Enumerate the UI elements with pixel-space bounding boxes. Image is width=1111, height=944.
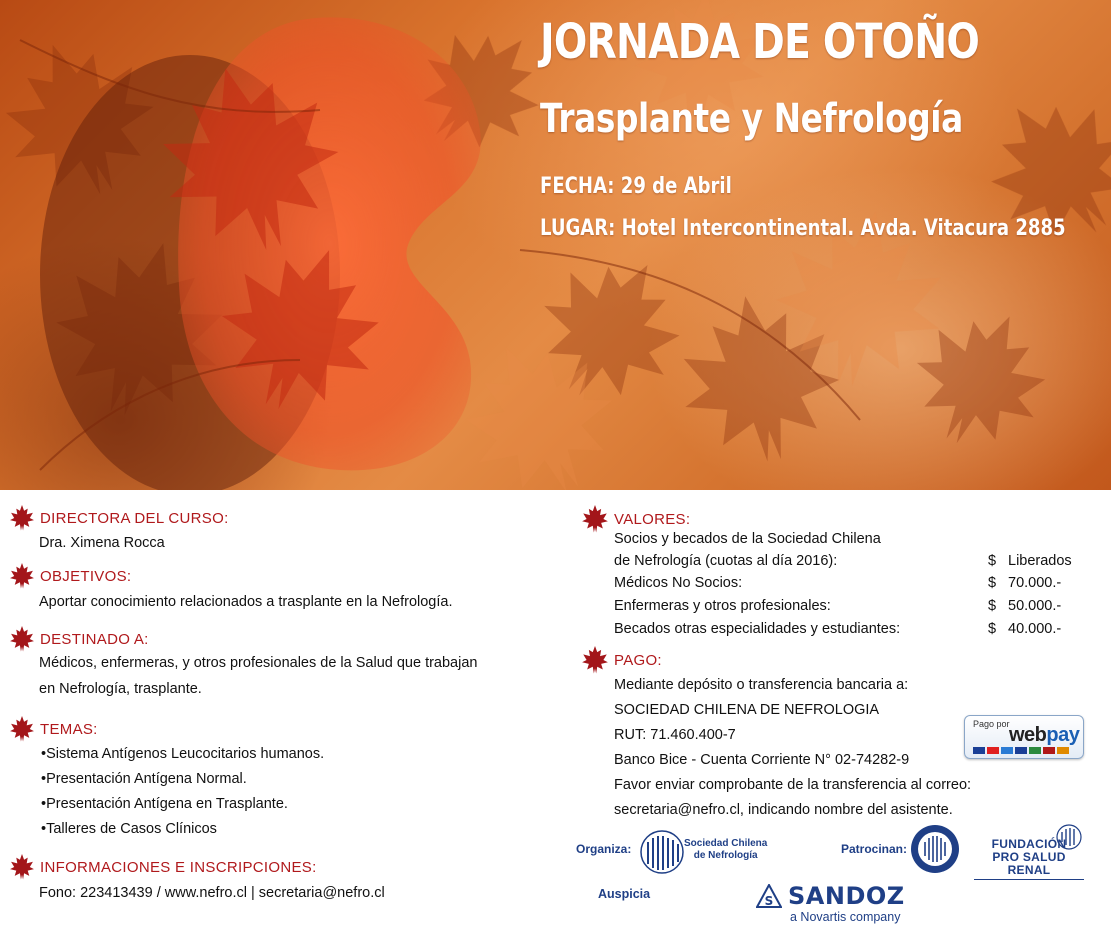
section-objetivos — [8, 563, 131, 589]
tema-item: •Talleres de Casos Clínicos — [41, 821, 217, 837]
section-heading: OBJETIVOS: — [40, 567, 132, 585]
valores-intro: Socios y becados de la Sociedad Chilena — [614, 531, 881, 547]
event-location — [540, 216, 1066, 241]
svg-text:S: S — [764, 894, 774, 908]
event-date — [540, 174, 732, 199]
sandoz-icon — [756, 884, 782, 908]
card-icon — [1057, 747, 1069, 754]
tema-item: •Sistema Antígenos Leucocitarios humanos. — [41, 746, 325, 762]
date-label: FECHA: — [540, 174, 615, 199]
card-icon — [1043, 747, 1055, 754]
auspicia-label: Auspicia — [598, 887, 651, 901]
sociedad-chilena-logo-icon — [640, 830, 684, 874]
card-icon — [1029, 747, 1041, 754]
price-currency: $ — [988, 598, 997, 614]
price-label: Enfermeras y otros profesionales: — [614, 598, 831, 614]
price-amount: Liberados — [1008, 553, 1072, 569]
maple-leaf-icon — [8, 626, 36, 652]
section-heading: PAGO: — [614, 651, 662, 669]
pago-line: Banco Bice - Cuenta Corriente N° 02-74282-9 — [614, 752, 910, 768]
webpay-logo — [1009, 724, 1079, 747]
sandoz-tagline: a Novartis company — [790, 910, 901, 924]
location-value: Hotel Intercontinental. Avda. Vitacura 2885 — [621, 216, 1066, 241]
fundacion-pro-salud-renal — [974, 838, 1084, 880]
price-currency: $ — [988, 553, 997, 569]
price-currency: $ — [988, 621, 997, 637]
kidney-shape — [178, 17, 481, 470]
sociedad-chilena-name — [684, 838, 767, 862]
section-valores — [580, 505, 690, 533]
maple-leaf-icon — [8, 505, 36, 531]
pago-line: SOCIEDAD CHILENA DE NEFROLOGIA — [614, 702, 880, 718]
section-pago — [580, 646, 662, 674]
price-amount: 50.000.- — [1008, 598, 1062, 614]
event-title: JORNADA DE OTOÑO — [540, 14, 979, 70]
patrocinan-label: Patrocinan: — [841, 842, 908, 856]
date-value: 29 de Abril — [620, 174, 732, 199]
card-icon — [973, 747, 985, 754]
price-label: Médicos No Socios: — [614, 575, 743, 591]
fundacion-seal-icon — [910, 824, 960, 874]
section-directora — [8, 505, 229, 531]
pago-line: secretaria@nefro.cl, indicando nombre del asistente. — [614, 802, 953, 818]
card-icon — [1015, 747, 1027, 754]
fundacion-line: FUNDACIÓN — [991, 837, 1067, 851]
maple-leaf-icon — [580, 646, 610, 674]
price-amount: 70.000.- — [1008, 575, 1062, 591]
directora-name: Dra. Ximena Rocca — [39, 535, 165, 551]
organiza-label: Organiza: — [576, 842, 632, 856]
price-amount: 40.000.- — [1008, 621, 1062, 637]
destinado-line: en Nefrología, trasplante. — [39, 681, 202, 697]
section-informaciones — [8, 854, 317, 880]
card-icon — [1001, 747, 1013, 754]
tema-item: •Presentación Antígena en Trasplante. — [41, 796, 288, 812]
maple-leaf-icon — [8, 716, 36, 742]
price-row — [614, 598, 1084, 614]
price-row — [614, 575, 1084, 591]
pago-line: RUT: 71.460.400-7 — [614, 727, 736, 743]
maple-leaf-icon — [580, 505, 610, 533]
contact-info: Fono: 223413439 / www.nefro.cl | secretaria@nefro.cl — [39, 885, 385, 901]
price-currency: $ — [988, 575, 997, 591]
section-heading: VALORES: — [614, 510, 691, 528]
section-heading: DESTINADO A: — [40, 630, 149, 648]
section-temas — [8, 716, 98, 742]
webpay-web: web — [1009, 724, 1047, 746]
price-row — [614, 553, 1084, 569]
price-label: de Nefrología (cuotas al día 2016): — [614, 553, 838, 569]
org-name-line: Sociedad Chilena — [684, 838, 768, 849]
price-row — [614, 621, 1084, 637]
price-label: Becados otras especialidades y estudiantes: — [614, 621, 901, 637]
section-heading: TEMAS: — [40, 720, 98, 738]
webpay-pay: pay — [1046, 724, 1080, 746]
section-heading: DIRECTORA DEL CURSO: — [40, 509, 229, 527]
destinado-line: Médicos, enfermeras, y otros profesionales de la Salud que trabajan — [39, 655, 478, 671]
webpay-pago-por: Pago por — [973, 719, 1010, 729]
tema-item: •Presentación Antígena Normal. — [41, 771, 247, 787]
location-label: LUGAR: — [540, 216, 616, 241]
objetivos-text: Aportar conocimiento relacionados a trasplante en la Nefrología. — [39, 594, 453, 610]
sandoz-name: SANDOZ — [788, 882, 905, 910]
event-subtitle: Trasplante y Nefrología — [540, 96, 963, 142]
org-name-line: de Nefrología — [693, 850, 758, 861]
section-heading: INFORMACIONES E INSCRIPCIONES: — [40, 858, 317, 876]
maple-leaf-icon — [8, 563, 36, 589]
pago-line: Favor enviar comprobante de la transferencia al correo: — [614, 777, 972, 793]
pago-line: Mediante depósito o transferencia bancaria a: — [614, 677, 909, 693]
card-icon — [987, 747, 999, 754]
fundacion-line: PRO SALUD RENAL — [974, 851, 1084, 880]
section-destinado — [8, 626, 149, 652]
webpay-badge[interactable] — [964, 715, 1084, 759]
card-logos — [973, 747, 1069, 754]
maple-leaf-icon — [8, 854, 36, 880]
